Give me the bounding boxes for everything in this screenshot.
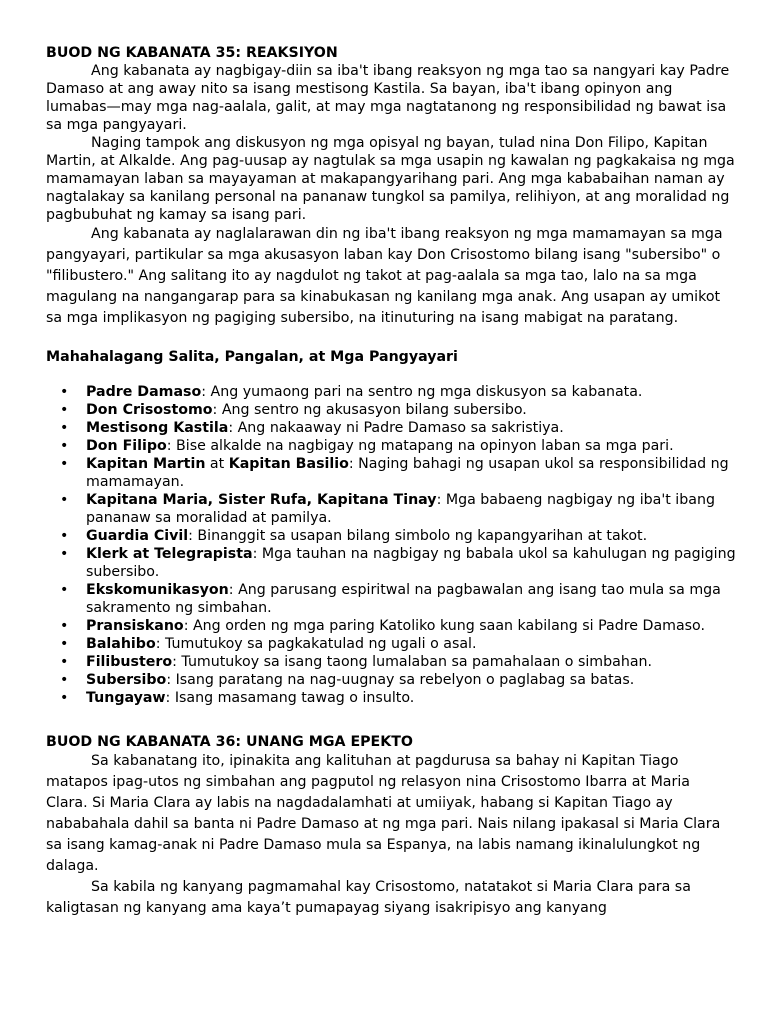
- document-page: [46, 44, 736, 919]
- glossary-definition: : Isang masamang tawag o insulto.: [165, 690, 415, 706]
- glossary-item: [46, 653, 736, 671]
- chapter-35-paragraph: Ang kabanata ay naglalarawan din ng iba't ibang reaksyon ng mga mamamayan sa mga pangyayari, partikular sa mga akusasyon laban kay Don Crisostomo bilang isang "subersibo" o "filibustero." Ang salitang ito ay nagdulot ng takot at pag-aalala sa mga tao, lalo na sa mga magulang na nangangarap para sa kinabukasan ng kanilang mga anak. Ang usapan ay umikot sa mga implikasyon ng pagiging subersibo, na itinuturing na isang mabigat na paratang.: [46, 226, 723, 326]
- glossary-term: Don Filipo: [86, 438, 167, 454]
- glossary-definition: : Ang nakaaway ni Padre Damaso sa sakristiya.: [228, 420, 564, 436]
- glossary-term: Ekskomunikasyon: [86, 582, 229, 598]
- bullet-icon: •: [60, 402, 69, 418]
- glossary-term: Guardia Civil: [86, 528, 189, 544]
- glossary-connector: at: [205, 456, 229, 472]
- bullet-icon: •: [60, 528, 69, 544]
- glossary-item: [46, 545, 736, 581]
- glossary-item: [46, 419, 736, 437]
- glossary-item: [46, 491, 736, 527]
- glossary-item: [46, 671, 736, 689]
- glossary-item: [46, 437, 736, 455]
- chapter-36-paragraph: Sa kabanatang ito, ipinakita ang kalituhan at pagdurusa sa bahay ni Kapitan Tiago matapos ipag-utos ng simbahan ang pagputol ng relasyon nina Crisostomo Ibarra at Maria Clara. Si Maria Clara ay labis na nagdadalamhati at umiiyak, habang si Kapitan Tiago ay nababahala dahil sa banta ni Padre Damaso at ng mga pari. Nais nilang ipakasal si Maria Clara sa isang kamag-anak ni Padre Damaso mula sa Espanya, na labis namang ikinalulungkot ng dalaga.: [46, 753, 721, 874]
- glossary-term: Don Crisostomo: [86, 402, 213, 418]
- glossary-definition: : Ang sentro ng akusasyon bilang subersibo.: [212, 402, 527, 418]
- chapter-36-title: BUOD NG KABANATA 36: UNANG MGA EPEKTO: [46, 734, 413, 750]
- chapter-35-paragraph: Ang kabanata ay nagbigay-diin sa iba't ibang reaksyon ng mga tao sa nangyari kay Padre Damaso at ang away nito sa isang mestisong Kastila. Sa bayan, iba't ibang opinyon ang lumabas—may mga nag-aalala, galit, at may mga nagtatanong ng responsibilidad ng bawat isa sa mga pangyayari.: [46, 63, 730, 133]
- chapter-36-paragraph: Sa kabila ng kanyang pagmamahal kay Crisostomo, natatakot si Maria Clara para sa kaligtasan ng kanyang ama kaya’t pumapayag siyang isakripisyo ang kanyang: [46, 879, 691, 916]
- bullet-icon: •: [60, 456, 69, 472]
- glossary-definition: : Mga tauhan na nagbigay ng babala ukol sa kahulugan ng pagiging subersibo.: [86, 546, 736, 580]
- chapter-35-paragraph: Naging tampok ang diskusyon ng mga opisyal ng bayan, tulad nina Don Filipo, Kapitan Martin, at Alkalde. Ang pag-uusap ay nagtulak sa mga usapin ng kawalan ng pagkakaisa ng mga mamamayan laban sa mayayaman at makapangyarihang pari. Ang mga kababaihan naman ay nagtalakay sa kanilang personal na pananaw tungkol sa pamilya, relihiyon, at ang moralidad ng pagbubuhat ng kamay sa isang pari.: [46, 135, 735, 223]
- bullet-icon: •: [60, 618, 69, 634]
- bullet-icon: •: [60, 384, 69, 400]
- glossary-item: [46, 527, 736, 545]
- glossary-term: Kapitan Martin: [86, 456, 206, 472]
- bullet-icon: •: [60, 672, 69, 688]
- chapter-35-title: BUOD NG KABANATA 35: REAKSIYON: [46, 45, 338, 61]
- glossary-definition: : Naging bahagi ng usapan ukol sa responsibilidad ng mamamayan.: [86, 456, 729, 490]
- bullet-icon: •: [60, 654, 69, 670]
- glossary-item: [46, 635, 736, 653]
- bullet-icon: •: [60, 582, 69, 598]
- bullet-icon: •: [60, 438, 69, 454]
- glossary-definition: : Bise alkalde na nagbigay ng matapang na opinyon laban sa mga pari.: [166, 438, 674, 454]
- glossary-term: Padre Damaso: [86, 384, 202, 400]
- glossary-list: [46, 383, 736, 707]
- glossary-definition: : Tumutukoy sa pagkakatulad ng ugali o asal.: [155, 636, 477, 652]
- glossary-item: [46, 455, 736, 491]
- glossary-term: Balahibo: [86, 636, 156, 652]
- glossary-item: [46, 383, 736, 401]
- glossary-item: [46, 581, 736, 617]
- bullet-icon: •: [60, 636, 69, 652]
- glossary-term: Kapitana Maria, Sister Rufa, Kapitana Tinay: [86, 492, 437, 508]
- glossary-definition: : Ang yumaong pari na sentro ng mga diskusyon sa kabanata.: [201, 384, 643, 400]
- glossary-term: Kapitan Basilio: [228, 456, 349, 472]
- glossary-term: Subersibo: [86, 672, 167, 688]
- bullet-icon: •: [60, 420, 69, 436]
- bullet-icon: •: [60, 546, 69, 562]
- bullet-icon: •: [60, 492, 69, 508]
- glossary-definition: : Mga babaeng nagbigay ng iba't ibang pananaw sa moralidad at pamilya.: [86, 492, 715, 526]
- glossary-definition: : Tumutukoy sa isang taong lumalaban sa pamahalaan o simbahan.: [172, 654, 653, 670]
- glossary-item: [46, 617, 736, 635]
- glossary-term: Pransiskano: [86, 618, 184, 634]
- glossary-definition: : Ang parusang espiritwal na pagbawalan ang isang tao mula sa mga sakramento ng simbahan.: [86, 582, 721, 616]
- glossary-term: Klerk at Telegrapista: [86, 546, 253, 562]
- glossary-definition: : Isang paratang na nag-uugnay sa rebelyon o paglabag sa batas.: [166, 672, 635, 688]
- glossary-definition: : Binanggit sa usapan bilang simbolo ng kapangyarihan at takot.: [188, 528, 648, 544]
- glossary-term: Filibustero: [86, 654, 173, 670]
- glossary-item: [46, 689, 736, 707]
- glossary-definition: : Ang orden ng mga paring Katoliko kung saan kabilang si Padre Damaso.: [183, 618, 705, 634]
- bullet-icon: •: [60, 690, 69, 706]
- glossary-item: [46, 401, 736, 419]
- glossary-term: Tungayaw: [86, 690, 166, 706]
- glossary-title: Mahahalagang Salita, Pangalan, at Mga Pangyayari: [46, 349, 458, 365]
- glossary-term: Mestisong Kastila: [86, 420, 229, 436]
